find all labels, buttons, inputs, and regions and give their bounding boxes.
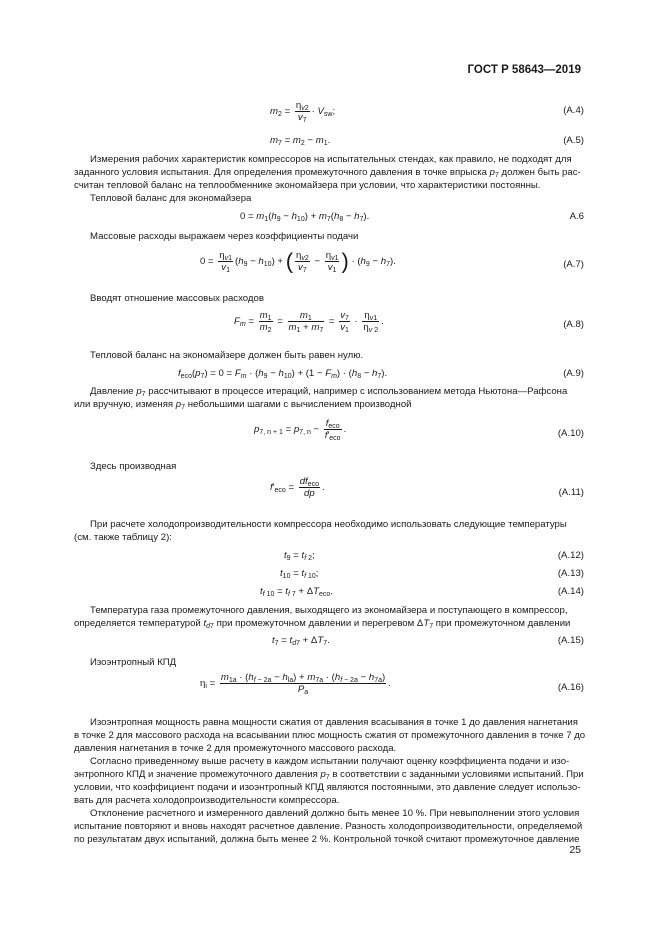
equation-a5: $m_7 = m_2 - m_1$. (A.5) [270, 135, 584, 147]
paragraph-text: определяется температурой $t_{d7}$ при промежуточном давлении и перегревом $\Delta T_7$ при промежуточном давлении [74, 618, 571, 630]
paragraph-text: в точке 2 для массового расхода на всасывании плюс мощность сжатия от промежуточного давления в точке 7 до [74, 730, 586, 741]
paragraph-text: Вводят отношение массовых расходов [90, 293, 264, 304]
paragraph-text: Массовые расходы выражаем через коэффициенты подачи [90, 231, 359, 242]
paragraph-text: Изоэнтропный КПД [90, 657, 177, 668]
paragraph-text: испытание повторяют и вновь находят расчетное давление. Разность холодопроизводительности, определяемой [74, 821, 583, 832]
paragraph-text: Давление $p_7$ рассчитывают в процессе итераций, например с использованием метода Ньютона—Рафсона [90, 386, 568, 398]
equation-a13: $t_{10} = t_{f 10}$; (A.13) [280, 568, 584, 580]
equation-a4: $m_2$ = $\frac{\eta_{v2}}{v_7}$ · $V_{sw}$; (A.4) [270, 100, 584, 124]
paragraph-text: условии, что коэффициент подачи и изоэнтропный КПД являются постоянными, это давление следует использо- [74, 782, 581, 793]
equation-a10: $p_{7, n + 1} = p_{7, n}$ − $\frac{f_{eco}}{f'_{eco}}$ . (A.10) [254, 418, 584, 442]
equation-a6: $0 = m_1(h_9 - h_{10}) + m_7(h_8 - h_7)$. A.6 [240, 211, 584, 223]
equation-a11: $f'_{eco}$ = $\frac{df_{eco}}{dp}$ . (A.11) [270, 476, 584, 499]
paragraph-text: заданного условия испытания. Для определения промежуточного давления в точке впрыска $p_7$ должен быть рас- [74, 167, 581, 179]
paragraph-text: энтропного КПД и значение промежуточного давления $p_7$ в соответствии с заданными условиями испытаний. При [74, 769, 584, 781]
document-header: ГОСТ Р 58643—2019 [467, 64, 581, 76]
paragraph-text: Температура газа промежуточного давления, выходящего из экономайзера и поступающего в компрессор, [90, 605, 568, 616]
paragraph-text: Тепловой баланс на экономайзере должен быть равен нулю. [90, 350, 364, 361]
paragraph-text: Тепловой баланс для экономайзера [90, 193, 252, 204]
equation-a9: $f_{eco}(p_7) = 0 = F_m \cdot (h_9 - h_{10}) + (1 - F_m) \cdot (h_8 - h_7)$. (A.9) [178, 368, 584, 380]
paragraph-text: считан тепловой баланс на теплообменнике экономайзера при условии, что характеристики постоянны. [74, 180, 541, 191]
paragraph-text: Согласно приведенному выше расчету в каждом испытании получают оценку коэффициента подачи и изо- [90, 756, 570, 767]
paragraph-text: Измерения рабочих характеристик компрессоров на испытательных стендах, как правило, не подходят для [90, 154, 572, 165]
paragraph-text: или вручную, изменяя $p_7$ небольшими шагами с вычислением производной [74, 399, 412, 411]
equation-a8: $F_m$ = $\frac{m_1}{m_2}$ = $\frac{m_1}{m_1 + m_7}$ = $\frac{v_7}{v_1}$ · $\frac{\eta_{v1}}{\eta_{v 2}}$ . (A.8) [234, 310, 584, 334]
equation-a16: $\eta_i$ = $\frac{m_{1a} \cdot (h_{f - 2a} - h_{la}) + m_{7a} \cdot (h_{f - 2a} - h_{7a})}{P_a}$ . (A.16) [200, 672, 584, 696]
equation-a7: 0 = $\frac{\eta_{v1}}{v_1}$ $(h_9 - h_{10})$ + ( $\frac{\eta_{v2}}{v_7}$ − $\frac{\eta_{v1}}{v_1}$ ) · $(h_9 - h_7)$. (A.7) [200, 248, 584, 274]
paragraph-text: Изоэнтропная мощность равна мощности сжатия от давления всасывания в точке 1 до давления нагнетания [90, 717, 578, 728]
page-number: 25 [569, 844, 581, 856]
equation-a15: $t_7 = t_{d7} + \Delta T_7$. (A.15) [272, 635, 584, 647]
equation-a14: $t_{f 10} = t_{f 7} + \Delta T_{eco}$. (A.14) [260, 586, 584, 598]
paragraph-text: Отклонение расчетного и измеренного давлений должно быть менее 10 %. При невыполнении этого условия [90, 808, 580, 819]
paragraph-text: При расчете холодопроизводительности компрессора необходимо использовать следующие температуры [90, 519, 567, 530]
paragraph-text: (см. также таблицу 2): [74, 532, 172, 543]
equation-a12: $t_9 = t_{f 2}$; (A.12) [284, 550, 584, 562]
paragraph-text: вать для расчета холодопроизводительности компрессора. [74, 795, 340, 806]
paragraph-text: давления нагнетания в точке 2 для промежуточного массового расхода. [74, 743, 397, 754]
paragraph-text: Здесь производная [90, 461, 177, 472]
paragraph-text: по результатам двух испытаний, должна быть менее 2 %. Контрольной точкой считают промежуточное давление [74, 834, 580, 845]
